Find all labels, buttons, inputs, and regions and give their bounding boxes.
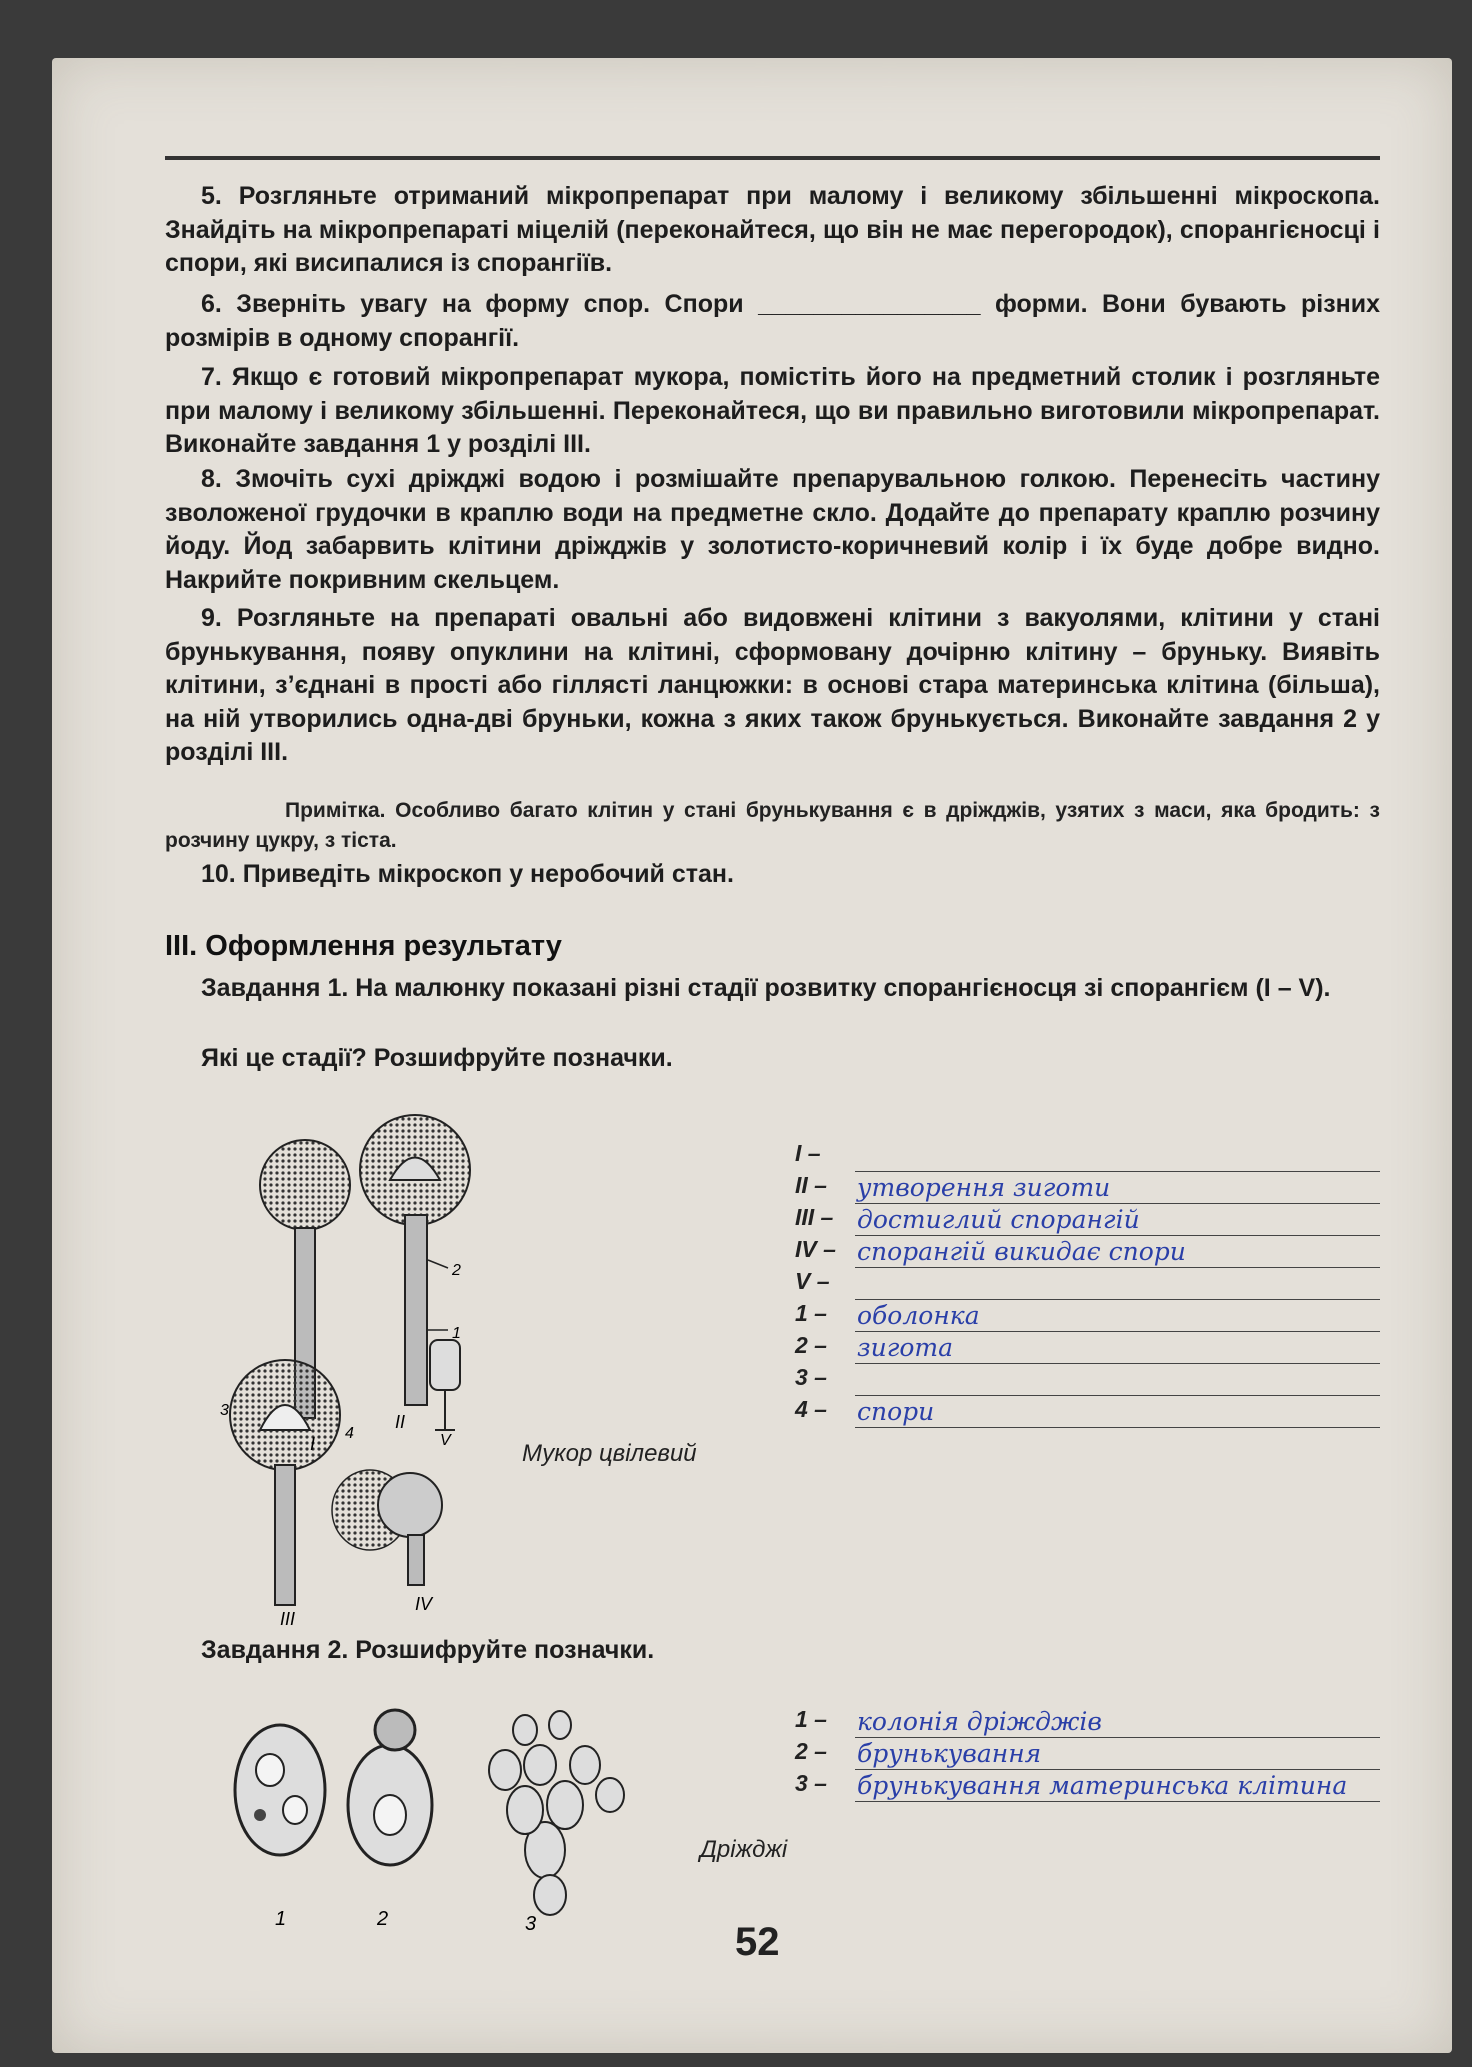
yeast-chain-3: [489, 1711, 624, 1915]
step-7: 7. Якщо є готовий мікропрепарат мукора, помістіть його на предметний столик і розгляньте при малому і великому збільшенні. Переконайтеся, що ви правильно виготовили мікропрепарат. Виконайте завдання 1 у розділі III.: [165, 363, 1380, 458]
page-number: 52: [735, 1920, 780, 1964]
mucor-caption: Мукор цвілевий: [522, 1440, 697, 1467]
step-8: 8. Змочіть сухі дріжджі водою і розмішайте препарувальною голкою. Перенесіть частину зволоженої грудочки в краплю води на предметне скло. Додайте до препарату краплю розчину йоду. Йод забарвить клітини дріжджів у золотисто-коричневий колір і їх буде добре видно. Накрийте покривним скельцем.: [165, 465, 1380, 594]
yeast-figure: [225, 1700, 665, 1930]
answer-row[interactable]: II – утворення зиготи: [795, 1172, 1380, 1204]
answer-row[interactable]: 2 – зигота: [795, 1332, 1380, 1364]
answer-row[interactable]: 4 – спори: [795, 1396, 1380, 1428]
step-6: 6. Зверніть увагу на форму спор. Спори ________________ форми. Вони бувають різних розмірів в одному спорангії.: [165, 290, 1380, 352]
yeast-label-3: 3: [525, 1913, 537, 1930]
stage-v-drawing: [430, 1340, 460, 1430]
stage-iv-drawing: [332, 1470, 442, 1585]
fig-label-4: 4: [345, 1425, 354, 1442]
answer-row[interactable]: 2 – брунькування: [795, 1738, 1380, 1770]
fig-label-3: 3: [220, 1402, 229, 1419]
top-rule: [165, 156, 1380, 160]
step-9: 9. Розгляньте на препараті овальні або видовжені клітини з вакуолями, клітини у стані брунькування, появу опуклини на клітині, сформовану дочірню клітину – бруньку. Виявіть клітини, з’єднані в прості або гіллясті ланцюжки: в основі стара материнська клітина (більша), на ній утворились одна-дві бруньки, кожна з яких також брунькується. Виконайте завдання 2 у розділі III.: [165, 604, 1380, 766]
fig-label-II: II: [395, 1412, 406, 1432]
fig-label-V: V: [440, 1432, 451, 1449]
answer-row[interactable]: I –: [795, 1140, 1380, 1172]
step-5: 5. Розгляньте отриманий мікропрепарат при малому і великому збільшенні мікроскопа. Знайдіть на мікропрепараті міцелій (переконайтеся, що він не має перегородок), спорангієносці і спори, які висипалися із спорангіїв.: [165, 182, 1380, 277]
answer-row[interactable]: 3 – брунькування материнська клітина: [795, 1770, 1380, 1802]
section-title: III. Оформлення результату: [165, 930, 562, 962]
answer-row[interactable]: V –: [795, 1268, 1380, 1300]
task2-title: Завдання 2. Розшифруйте позначки.: [201, 1636, 655, 1664]
fig-label-I: I: [310, 1434, 316, 1454]
answer-row[interactable]: 3 –: [795, 1364, 1380, 1396]
answer-row[interactable]: IV – спорангій викидає спори: [795, 1236, 1380, 1268]
fig-label-IV: IV: [415, 1594, 433, 1614]
answer-row[interactable]: 1 – колонія дріжджів: [795, 1706, 1380, 1738]
answer-row[interactable]: 1 – оболонка: [795, 1300, 1380, 1332]
fig-label-1: 1: [452, 1325, 461, 1342]
yeast-cell-2: [348, 1710, 432, 1865]
mucor-figure: [220, 1110, 740, 1630]
task1-question: Які це стадії? Розшифруйте позначки.: [201, 1044, 673, 1072]
yeast-caption: Дріжджі: [700, 1836, 788, 1863]
yeast-label-1: 1: [275, 1908, 287, 1930]
task1-text: Завдання 1. На малюнку показані різні стадії розвитку спорангієносця зі спорангієм (I – V).: [201, 974, 1331, 1002]
note: Примітка. Особливо багато клітин у стані брунькування є в дріжджів, узятих з маси, яка бродить: з розчину цукру, з тіста.: [165, 799, 1380, 852]
yeast-label-2: 2: [377, 1908, 389, 1930]
step-10: 10. Приведіть мікроскоп у неробочий стан.: [201, 860, 734, 888]
stage-iii-drawing: [230, 1360, 340, 1605]
yeast-cell-1: [235, 1725, 325, 1855]
fig-label-2: 2: [452, 1262, 461, 1279]
answer-row[interactable]: III – достиглий спорангій: [795, 1204, 1380, 1236]
fig-label-III: III: [280, 1609, 296, 1629]
